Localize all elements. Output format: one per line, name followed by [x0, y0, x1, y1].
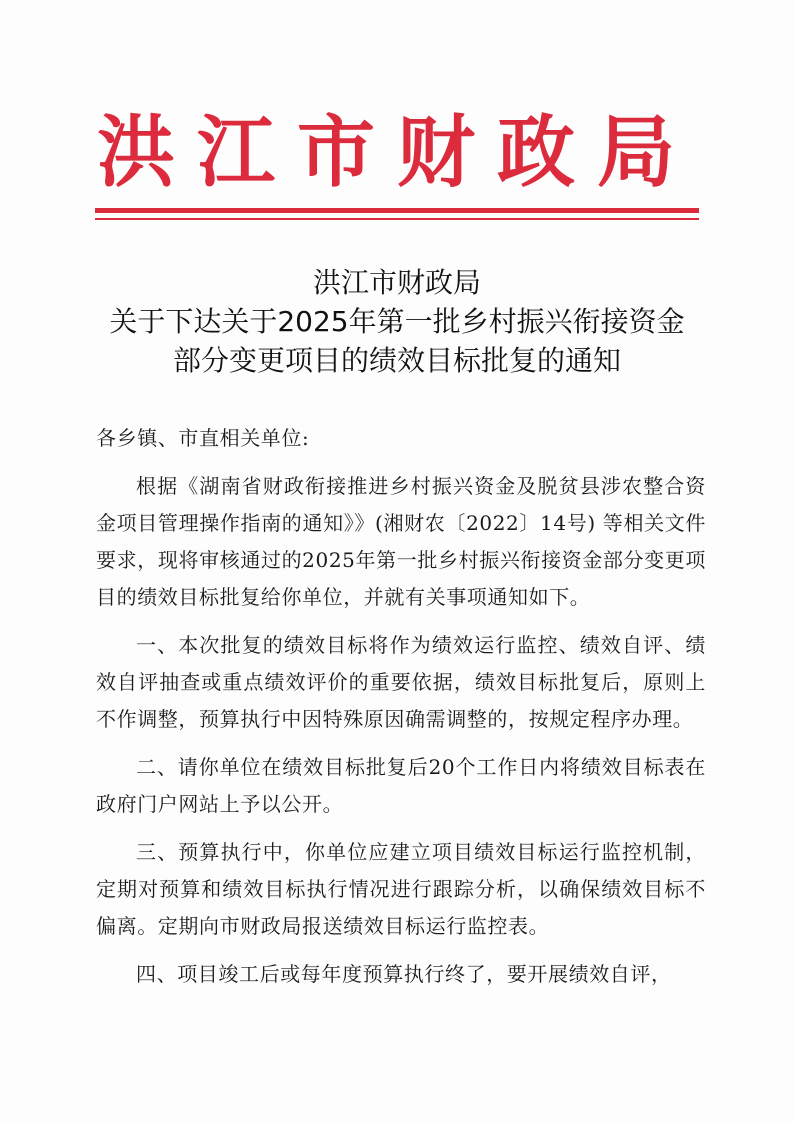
masthead-rule-thick	[95, 208, 699, 213]
document-body	[96, 420, 706, 993]
document-title	[60, 263, 734, 380]
paragraph-item-1: 一、本次批复的绩效目标将作为绩效运行监控、绩效自评、绩效自评抽查或重点绩效评价的重要依据，绩效目标批复后，原则上不作调整，预算执行中因特殊原因确需调整的，按规定程序办理。	[96, 633, 706, 731]
title-line-1: 洪江市财政局	[312, 266, 481, 299]
agency-masthead: 洪江市财政局	[96, 107, 697, 198]
title-line-2: 关于下达关于2025年第一批乡村振兴衔接资金	[109, 305, 685, 338]
salutation: 各乡镇、市直相关单位:	[96, 426, 310, 450]
paragraph-item-2: 二、请你单位在绩效目标批复后20个工作日内将绩效目标表在政府门户网站上予以公开。	[96, 755, 706, 816]
masthead-rule-thin	[95, 218, 699, 220]
paragraph-item-4: 四、项目竣工后或每年度预算执行终了，要开展绩效自评，	[136, 962, 672, 986]
title-line-3: 部分变更项目的绩效目标批复的通知	[172, 344, 621, 377]
paragraph-item-3: 三、预算执行中，你单位应建立项目绩效目标运行监控机制，定期对预算和绩效目标执行情况进行跟踪分析，以确保绩效目标不偏离。定期向市财政局报送绩效目标运行监控表。	[96, 840, 706, 938]
paragraph-intro: 根据《湖南省财政衔接推进乡村振兴资金及脱贫县涉农整合资金项目管理操作指南的通知》》(湘财农〔2022〕14号) 等相关文件要求，现将审核通过的2025年第一批乡村振兴衔接资金部分变更项目的绩效目标批复给你单位，并就有关事项通知如下。	[96, 474, 706, 609]
